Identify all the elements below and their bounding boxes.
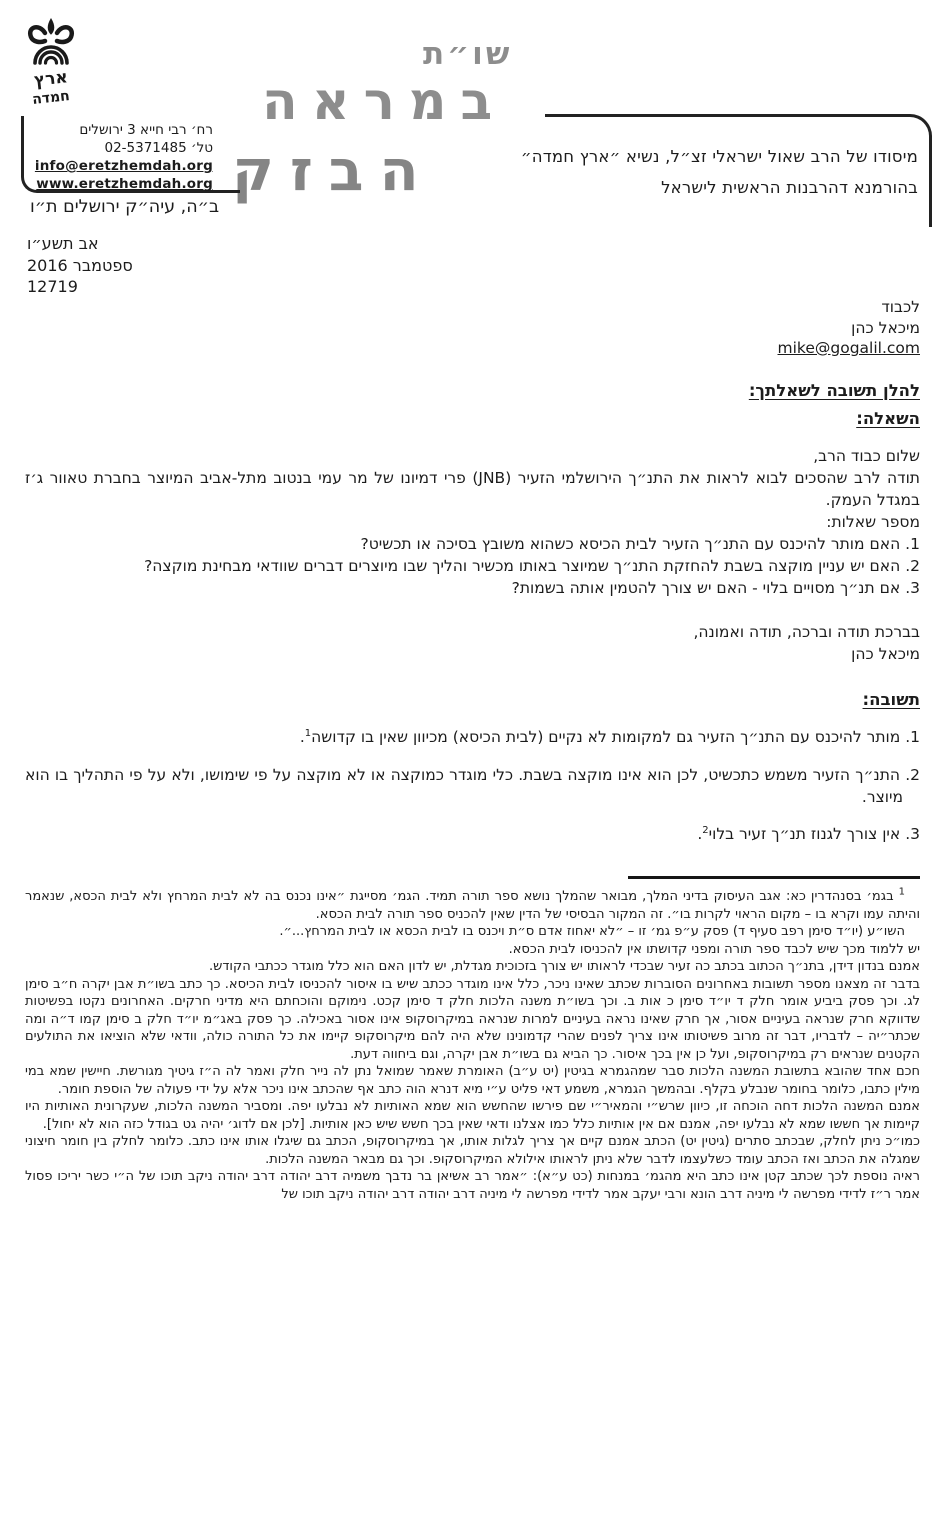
- footnotes-section: [25, 888, 920, 1203]
- question-heading: השאלה:: [856, 408, 920, 428]
- title-bemareh: במראה: [262, 72, 507, 132]
- answer-section: [25, 726, 920, 845]
- footnote-paragraph: ראיה נוספת לכך שכתב קטן אינו כתב היא מהגמ׳ במנחות (כט ע״א): ״אמר רב אשיאן בר נדבך משמיה דרב יהודה דרב יהודה ניקב תוכו של ה״י כשר יריכו פסול אמר ר״ז לדידי מפרשה לי מיניה דרב הונא ורבי יעקב אמר לדידי מפרשה לי מיניה דרב יהודה דרב יהודה ניקב תוכו של: [25, 1169, 920, 1202]
- subtitle-line-2: בהורמנא דהרבנות הראשית לישראל: [661, 178, 918, 197]
- hebrew-date: אב תשע״ו: [27, 234, 99, 253]
- footnote-paragraph: השו״ע (יו״ד סימן רפב סעיף ד) פסק ע״פ גמ׳ זו – ״לא יאחוז אדם ס״ת ויכנס בו לבית הכסא או לבית המרחץ...״.: [279, 924, 905, 939]
- footnote-paragraph: יש ללמוד מכך שיש לכבד ספר תורה ומפני קדושתו אין להכניסו לבית הכסא.: [508, 941, 920, 957]
- contact-website-link[interactable]: www.eretzhemdah.org: [36, 176, 213, 192]
- letter-body: [25, 297, 920, 1203]
- question-paragraph: תודה לרב שהסכים לבוא לראות את התנ״ך הירושלמי הזעיר (JNB) פרי דמיונו של מר עמי בנטוב מתל-אביב המיוצר בחברת טאוור ג׳ז במגדל העמק.: [25, 468, 920, 509]
- answer-item: 3. אין צורך לגנוז תנ״ך זעיר בלוי$^2$.: [697, 824, 920, 843]
- footnote-ref-2: 2: [702, 824, 709, 836]
- recipient-salutation: לכבוד: [881, 298, 920, 316]
- footnote-paragraph: $^1$ בגמ׳ בסנהדרין כא: אגב העיסוק בדיני המלך, מבואר שהמלך נושא ספר תורה תמיד. הגמ׳ מסייגת ״אינו נכנס בה לא לבית המרחץ ולא לבית הכסא, שנאמר והיתה עמו וקרא בו – מקום הראוי לקרות בו״. זה המקור הבסיסי של הדין שאין להכניס ספר תורה לבית הכסא.: [25, 886, 920, 922]
- contact-email-link[interactable]: info@eretzhemdah.org: [34, 158, 213, 174]
- answer-item: 1. מותר להיכנס עם התנ״ך הזעיר גם למקומות לא נקיים (לבית הכיסא) מכיוון שאין בו קדושה$^1$.: [299, 727, 920, 746]
- footnote-paragraph: אמנם המשנה הלכות דחה הוכחה זו, כיוון שרש״י והמאיר״י שם פירשו שהחשש הוא שמא האותיות לא נבלעו יפה. ומסביר המשנה הלכות, שעקרונית האותיות היו קיימות אך חששו שמא לא נבלעו יפה, אמנם אם אין אותיות כלל כמו אצלנו ודאי שאין בכך חשש שיש כאן אותיות. [לכן אם לדוג׳ יהיה גט בגודל כזה הוא לא יחול].: [25, 1099, 920, 1132]
- footnote-paragraph: בדבר זה מצאנו מספר תשובות באחרונים הסוברות שכתב שאינו ניכר, כלל אינו מוגדר ככתב שיש בו איסור להכניסו לבית הכיסא. כך כתב בשו״ת אבן יקרה ח״ב סימן לג. וכך פסק ביביע אומר חלק ד יו״ד סימן כ אות ב. וכך בשו״ת משנה הלכות חלק ד סימן קכט. נימוקם והוכחתם היא מדיני חרקים. האחרונים נקטו בפשיטות שדווקא חרק שנראה בעיניים אסור, אך חרק שאינו נראה בעיניים למרות שנראה במיקרוסקופ אינו אסור באכילה. כך פסק באג״מ יו״ד חלק ב סימן קמו ד״ה ומה שכתר״יה – לדבריו, דבר זה מרוב פשיטותו אינו צריך לפנים שהרי קדמונינו שלא היה להם מיקרוסקופ קיימו את כל התורה כולה, וודאי שלא הוציאו את התולעים הקטנים שנראים רק במיקרוסקופ, ועל כן אין בכך איסור. כך הביא גם בשו״ת אבן יקרה, וגם ביחווה דעת.: [25, 976, 920, 1062]
- reference-number: 12719: [27, 277, 78, 296]
- logo-word-eretz: ארץ: [33, 67, 69, 91]
- question-greeting: שלום כבוד הרב,: [813, 446, 920, 465]
- closing-line-1: בברכת תודה וברכה, תודה ואמונה,: [693, 622, 920, 641]
- footnote-separator: [628, 876, 920, 879]
- intro-heading: להלן תשובה לשאלתך:: [748, 380, 920, 400]
- title-shut: שו״ת: [423, 36, 513, 72]
- eretz-hemdah-logo: [20, 16, 82, 120]
- menorah-flame-icon: [20, 16, 82, 120]
- subtitle-line-1: מיסודו של הרב שאול ישראלי זצ״ל, נשיא ״ארץ חמדה״: [520, 147, 918, 166]
- title-habazak: הבזק: [232, 138, 435, 204]
- contact-address: רח׳ רבי חייא 3 ירושלים: [79, 122, 213, 138]
- question-closing: [25, 621, 920, 665]
- recipient-name: מיכאל כהן: [851, 318, 920, 337]
- footnote-paragraph: אמנם בנדון דידן, בתנ״ך הכתוב בכתב כה זעיר שבכדי לראותו יש צורך בזכוכית מגדלת, יש לדון האם הוא כלל מוגדר ככתבי הקודש.: [208, 959, 920, 974]
- footnote-ref-1: 1: [304, 727, 312, 739]
- footnote-marker: 1: [898, 886, 905, 898]
- blessing-line: ב״ה, עיה״ק ירושלים ת״ו: [30, 197, 220, 217]
- answer-item: 2. התנ״ך הזעיר משמש כתכשיט, לכן הוא אינו מוקצה בשבת. כלי מוגדר כמוקצה או לא מוקצה על פי שימושו, ולא על פי התהליך בו הוא מיוצר.: [25, 765, 920, 806]
- footnote-paragraph: חכם אחד שהובא בתשובת המשנה הלכות סבר שמהגמרא בגיטין (יט ע״ב) האומרת שאמר שמואל נתן לה נייר חלק ואמר לה ה״ז גיטיך מגורשת. חיישין שמא במי מילין כתבו, כלומר בחומר שנבלע בקלף. ובהמשך הגמרא, משמע דאי פליט ע״י מיא דנרא הוה כתב אף שהכתב אינו ניכר אלא על ידי פעולה של הוספת חומר.: [25, 1064, 920, 1097]
- question-item: 2. האם יש עניין מוקצה בשבת להחזקת התנ״ך שמיוצר באותו מכשיר והליך שבו מיוצרים דברים שוודאי מבחינת מוקצה?: [144, 556, 920, 575]
- question-item: 1. האם מותר להיכנס עם התנ״ך הזעיר לבית הכיסא כשהוא משובץ בסיכה או תכשיט?: [360, 534, 920, 553]
- answer-heading: תשובה:: [862, 689, 920, 709]
- recipient-block: [25, 297, 920, 359]
- footnote-paragraph: כמו״כ ניתן לחלק, שבכתב סתרים (גיטין יט) הכתב אמנם קיים אך צריך לגלות אותו, אך במיקרוסקופ, הכתב גם שיגלו אותו אינו כתב. כלומר לחלק בין חומר חיצוני שמגלה את הכתב ואז הכתב עומד כשלעצמו לדבר שלא ניתן לראותו אילולא המיקרוסקופ. וכך גם מבאר המשנה הלכות.: [25, 1134, 920, 1167]
- reference-block: [27, 233, 133, 298]
- contact-phone: טל׳ 02-5371485: [104, 140, 213, 156]
- question-section: [25, 445, 920, 599]
- gregorian-date: ספטמבר 2016: [27, 255, 133, 275]
- recipient-email-link[interactable]: mike@gogalil.com: [777, 339, 920, 357]
- header-subtitle: [521, 141, 918, 203]
- question-list-intro: מספר שאלות:: [826, 512, 920, 531]
- closing-line-2: מיכאל כהן: [851, 644, 920, 663]
- logo-word-hemdah: חמדה: [31, 88, 71, 108]
- contact-block: [28, 121, 213, 193]
- question-item: 3. אם תנ״ך מסויים בלוי - האם יש צורך להטמין אותה בשמות?: [511, 578, 920, 597]
